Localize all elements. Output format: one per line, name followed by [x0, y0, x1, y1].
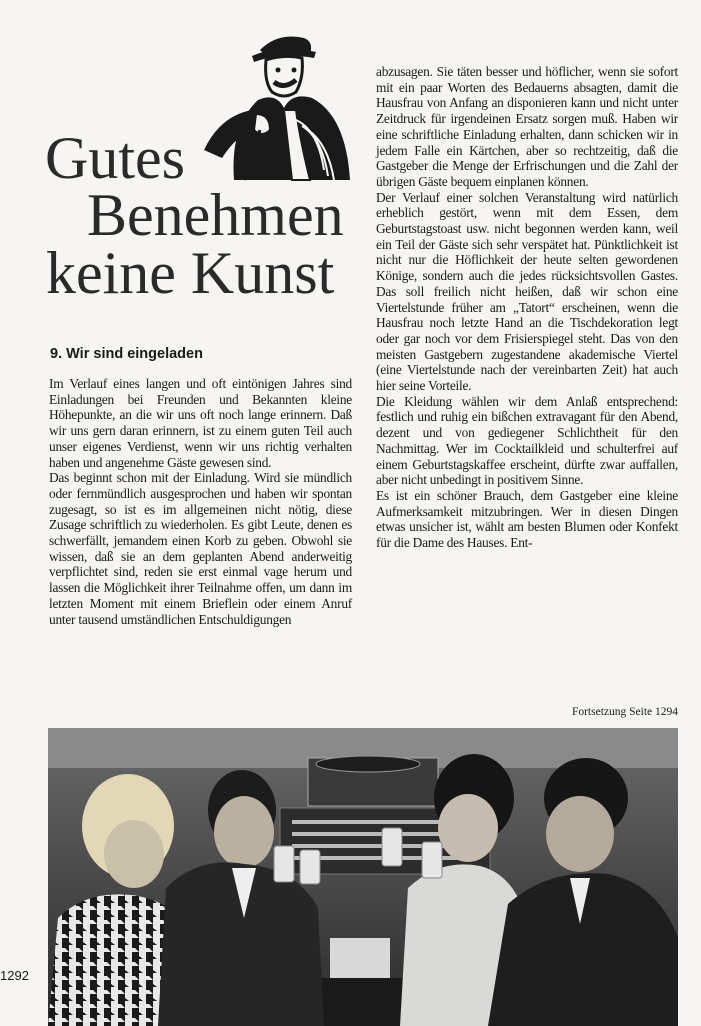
paragraph: abzusagen. Sie täten besser und höflicher, wenn sie sofort mit ein paar Worten des Bedauerns absagten, damit die Hausfrau von Anfang an disponieren kann und nicht unter Zeitdruck für irgendeinen Ersatz sorgen muß. Haben wir eine schriftliche Einladung erhalten, dann schicken wir in jedem Falle ein Kärtchen, aber so rechtzeitig, daß die Gastgeber die Menge der Erfrischungen und die Zahl der übrigen Gäste bequem einplanen können.: [376, 64, 678, 189]
party-photo: [48, 728, 678, 1026]
paragraph: Im Verlauf eines langen und oft eintönigen Jahres sind Einladungen bei Freunden und Bekannten kleine Höhepunkte, an die wir uns oft noch lange erinnern. Daß wir uns gern daran erinnern, ist zu einem guten Teil auch unser eigenes Verdienst, wenn wir uns richtig verhalten haben und angenehme Gäste gewesen sind.: [49, 376, 352, 470]
page-number: 1292: [0, 968, 29, 983]
title-line-1: Gutes: [45, 125, 185, 191]
paragraph: Es ist ein schöner Brauch, dem Gastgeber eine kleine Aufmerksamkeit mitzubringen. Wer in diesen Dingen etwas unsicher ist, wählt am besten Blumen oder Konfekt für die Dame des Hauses. Ent-: [376, 487, 678, 551]
title-line-2: Benehmen: [87, 182, 344, 248]
continuation-note: Fortsetzung Seite 1294: [571, 706, 678, 718]
paragraph: Der Verlauf einer solchen Veranstaltung wird natürlich erheblich gestört, wenn mit dem Essen, dem Geburtstagstoast usw. nicht begonnen werden kann, weil ein Teil der Gäste sich sehr verspätet hat. Pünktlichkeit ist nicht nur die Höflichkeit der heute selten gewordenen Könige, sondern auch die jedes rücksichtsvollen Gastes. Das soll freilich nicht heißen, daß wir schon eine Viertelstunde früher am „Tatort“ erscheinen, wenn die Hausfrau noch letzte Hand an die Tischdekoration legt oder gar noch vor dem Frisierspiegel steht. Das von den meisten Gastgebern zugestandene akademische Viertel (eine Viertelstunde nach der vereinbarten Zeit) hat auch hier seine Vorteile.: [376, 189, 678, 394]
paragraph: Das beginnt schon mit der Einladung. Wird sie mündlich oder fernmündlich ausgesprochen und haben wir spontan zugesagt, so ist es im allgemeinen nicht nötig, diese Zusage schriftlich zu wiederholen. Es gibt Leute, denen es schwerfällt, jemandem einen Korb zu geben. Obwohl sie wissen, daß sie an dem geplanten Abend anderweitig verpflichtet sind, reden sie erst einmal vage herum und lassen die Möglichkeit ihrer Teilnahme offen, um dann im letzten Moment mit einem Brieflein oder einem Anruf unter tausend umständlichen Entschuldigungen: [49, 470, 352, 627]
section-heading: 9. Wir sind eingeladen: [50, 346, 203, 362]
paragraph: Die Kleidung wählen wir dem Anlaß entsprechend: festlich und ruhig ein bißchen extravagant für den Abend, dezent und von gediegener Schlichtheit für den Nachmittag. Wer im Cocktailkleid und schulterfrei auf einem Geburtstagskaffee erscheint, dürfte zwar auffallen, aber nicht unbedingt in positivem Sinne.: [376, 393, 678, 488]
left-column: [49, 376, 352, 627]
right-column: [376, 64, 678, 551]
title-line-3: keine Kunst: [46, 240, 335, 306]
gentleman-illustration: [200, 30, 355, 182]
